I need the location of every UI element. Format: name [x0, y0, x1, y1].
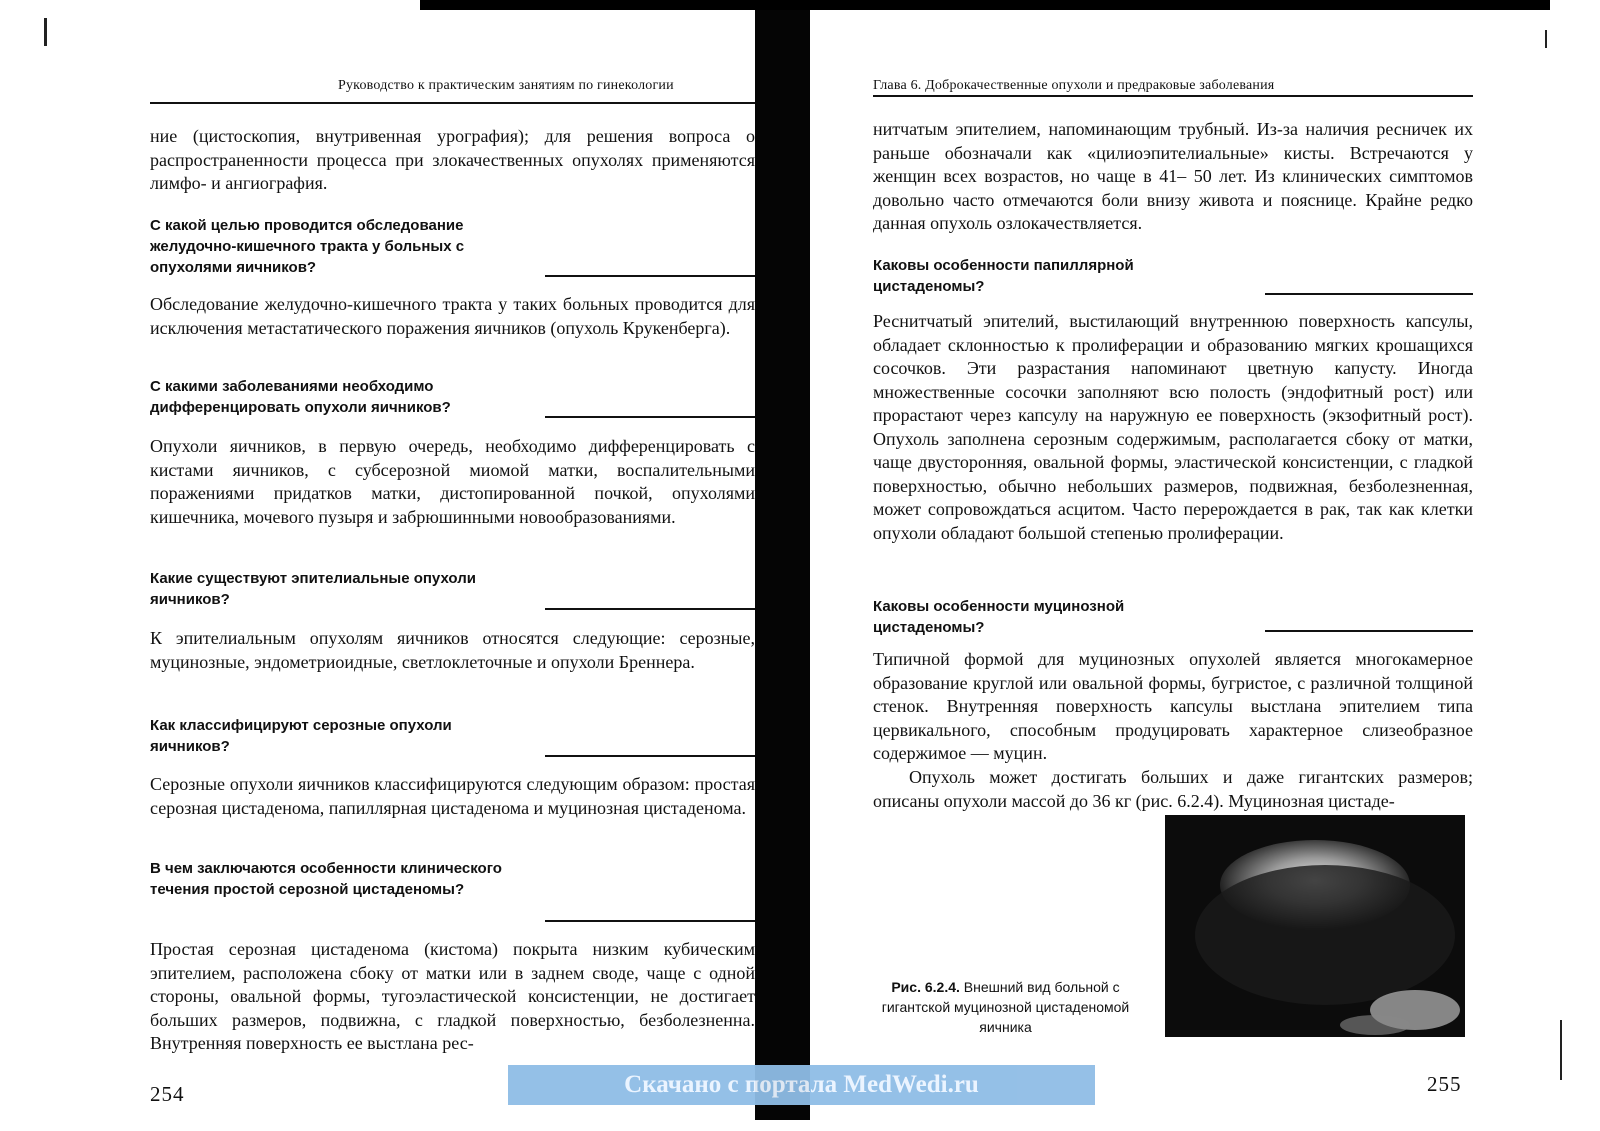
- question-heading: Каковы особенности папиллярной цистаденомы?: [873, 257, 1134, 295]
- page-number: 255: [1427, 1072, 1462, 1096]
- question-heading: Как классифицируют серозные опухоли яичников?: [150, 717, 452, 755]
- paragraph: ние (цистоскопия, внутривенная урография); для решения вопроса о распространенности процесса при злокачественных опухолях применяются лимфо- и ангиография.: [150, 126, 755, 193]
- paragraph: Простая серозная цистаденома (кистома) покрыта низким кубическим эпителием, расположена сбоку от матки или в заднем своде, чаще с одной стороны, овальной формы, тугоэластической консистенции, не достигает больших размеров, подвижна, с гладкой поверхностью, безболезненна. Внутренняя поверхность ее выстлана рес-: [150, 939, 755, 1053]
- paragraph: Типичной формой для муцинозных опухолей является многокамерное образование круглой или овальной формы, бугристое, с различной толщиной стенок. Внутренняя поверхность капсулы выстлана эпителием типа цервикального, способным продуцировать характерное слизеобразное содержимое — муцин.: [873, 649, 1473, 763]
- question-heading: С какими заболеваниями необходимо дифференцировать опухоли яичников?: [150, 378, 451, 416]
- running-head: Глава 6. Доброкачественные опухоли и предраковые заболевания: [873, 78, 1275, 93]
- watermark-banner: [508, 1065, 1095, 1105]
- figure-photo: [1165, 815, 1465, 1037]
- paragraph: Реснитчатый эпителий, выстилающий внутреннюю поверхность капсулы, обладает склонностью к пролиферации и образованию мягких крошащихся сосочков. Эти разрастания напоминают цветную капусту. Иногда множественные сосочки заполняют всю полость (эндофитный рост) или прорастают через капсулу на наружную ее поверхность (экзофитный рост). Опухоль заполнена серозным содержимым, располагается сбоку от матки, чаще двусторонняя, овальной формы, эластической консистенции, с гладкой поверхностью, обычно небольших размеров, подвижная, безболезненная, может сопровождаться асцитом. Часто перерождается в рак, так как клетки опухоли обладают большой степенью пролиферации.: [873, 311, 1473, 543]
- paragraph: К эпителиальным опухолям яичников относятся следующие: серозные, муцинозные, эндометриоидные, светлоклеточные и опухоли Бреннера.: [150, 628, 755, 672]
- running-head: Руководство к практическим занятиям по гинекологии: [338, 78, 674, 93]
- question-heading: С какой целью проводится обследование желудочно-кишечного тракта у больных с опухолями яичников?: [150, 217, 465, 276]
- paragraph: нитчатым эпителием, напоминающим трубный. Из-за наличия ресничек их раньше обозначали как «цилиоэпителиальные» кисты. Встречаются у женщин всех возрастов, но чаще в 41– 50 лет. Из клинических симптомов довольно часто отмечаются боли внизу живота и пояснице. Крайне редко данная опухоль озлокачествляется.: [873, 119, 1473, 233]
- figure-label: Рис. 6.2.4.: [891, 979, 960, 995]
- patient-photo-image: [1165, 815, 1465, 1037]
- paragraph: Опухоль может достигать больших и даже гигантских размеров; описаны опухоли массой до 36 кг (рис. 6.2.4). Муцинозная цистаде-: [873, 767, 1473, 811]
- question-rule: [1265, 293, 1473, 295]
- watermark-text: Скачано с портала MedWedi.ru: [624, 1071, 979, 1098]
- figure-caption-text: Внешний вид больной с гигантской муцинозной цистаденомой яичника: [881, 979, 1130, 1035]
- question-heading: Каковы особенности муцинозной цистаденомы?: [873, 598, 1125, 636]
- question-heading: Какие существуют эпителиальные опухоли яичников?: [150, 570, 476, 608]
- paragraph: Опухоли яичников, в первую очередь, необходимо дифференцировать с кистами яичников, с субсерозной миомой матки, воспалительными поражениями придатков матки, дистопированной почкой, опухолями кишечника, мочевого пузыря и забрюшинными новообразованиями.: [150, 436, 755, 527]
- question-rule: [1265, 630, 1473, 632]
- page-number: 254: [150, 1082, 185, 1106]
- paragraph: Серозные опухоли яичников классифицируются следующим образом: простая серозная цистаденома, папиллярная цистаденома и муцинозная цистаденома.: [150, 774, 755, 818]
- figure-caption: [873, 977, 1138, 1037]
- header-rule: [873, 95, 1473, 97]
- paragraph: Обследование желудочно-кишечного тракта у таких больных проводится для исключения метастатического поражения яичников (опухоль Крукенберга).: [150, 294, 755, 338]
- question-heading: В чем заключаются особенности клинического течения простой серозной цистаденомы?: [150, 860, 502, 898]
